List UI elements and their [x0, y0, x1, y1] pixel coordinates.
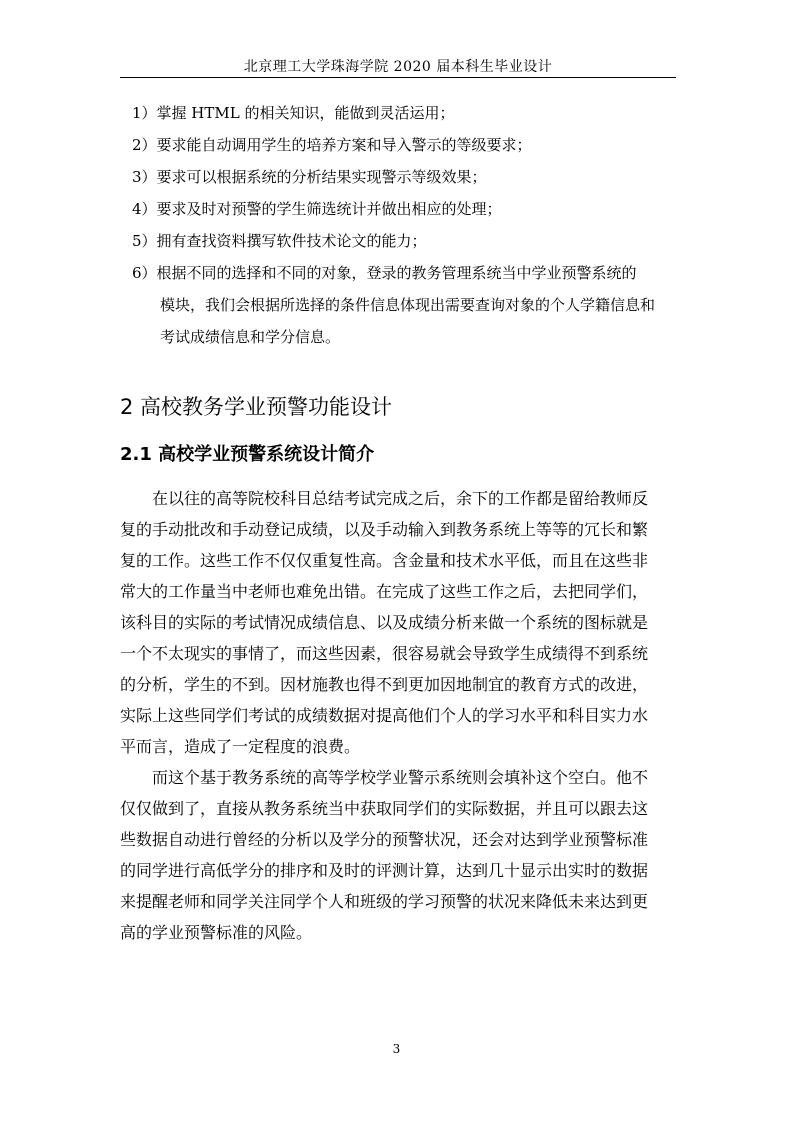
paragraph-line: 常大的工作量当中老师也难免出错。在完成了这些工作之后，去把同学们，	[120, 582, 649, 601]
requirement-6-line: 考试成绩信息和学分信息。	[160, 328, 341, 346]
paragraph-line: 高的学业预警标准的风险。	[120, 923, 313, 942]
paragraph-line: 复的工作。这些工作不仅仅重复性高。含金量和技术水平低，而且在这些非	[120, 551, 649, 570]
paragraph-line: 的同学进行高低学分的排序和及时的评测计算，达到几十显示出实时的数据	[120, 861, 649, 880]
requirement-item: 2）要求能自动调用学生的培养方案和导入警示的等级要求；	[132, 136, 532, 154]
paragraph-line: 平而言，造成了一定程度的浪费。	[120, 737, 361, 756]
paragraph-line: 复的手动批改和手动登记成绩，以及手动输入到教务系统上等等的冗长和繁	[120, 520, 649, 539]
requirement-item: 5）拥有查找资料撰写软件技术论文的能力；	[132, 232, 427, 250]
paragraph-line: 的分析，学生的不到。因材施教也得不到更加因地制宜的教育方式的改进，	[120, 675, 649, 694]
body-paragraph-2	[120, 762, 680, 948]
header-divider	[120, 77, 676, 78]
page-number: 3	[392, 1042, 401, 1056]
requirement-item-6	[120, 257, 680, 353]
paragraph-line: 实际上这些同学们考试的成绩数据对提高他们个人的学习水平和科目实力水	[120, 706, 649, 725]
section-heading: 2 高校教务学业预警功能设计	[120, 395, 393, 419]
body-paragraph-1	[120, 483, 680, 762]
requirement-item: 3）要求可以根据系统的分析结果实现警示等级效果；	[132, 168, 487, 186]
running-header: 北京理工大学珠海学院 2020 届本科生毕业设计	[243, 59, 553, 75]
requirement-item: 4）要求及时对预警的学生筛选统计并做出相应的处理；	[132, 200, 502, 218]
paragraph-line: 仅仅做到了，直接从教务系统当中获取同学们的实际数据，并且可以跟去这	[120, 799, 649, 818]
paragraph-line: 该科目的实际的考试情况成绩信息、以及成绩分析来做一个系统的图标就是	[120, 613, 649, 632]
requirement-6-line: 6）根据不同的选择和不同的对象，登录的教务管理系统当中学业预警系统的	[132, 264, 637, 282]
paragraph-line: 一个不太现实的事情了，而这些因素，很容易就会导致学生成绩得不到系统	[120, 644, 649, 663]
paragraph-line: 些数据自动进行曾经的分析以及学分的预警状况，还会对达到学业预警标准	[120, 830, 649, 849]
paragraph-line: 而这个基于教务系统的高等学校学业警示系统则会填补这个空白。他不	[152, 768, 649, 787]
requirements-list	[120, 97, 680, 353]
paragraph-line: 在以往的高等院校科目总结考试完成之后，余下的工作都是留给教师反	[152, 489, 649, 508]
requirement-item: 1）掌握 HTML 的相关知识，能做到灵活运用；	[132, 104, 455, 122]
paragraph-line: 来提醒老师和同学关注同学个人和班级的学习预警的状况来降低未来达到更	[120, 892, 649, 911]
subsection-heading: 2.1 高校学业预警系统设计简介	[120, 444, 375, 465]
requirement-6-line: 模块，我们会根据所选择的条件信息体现出需要查询对象的个人学籍信息和	[160, 296, 656, 314]
